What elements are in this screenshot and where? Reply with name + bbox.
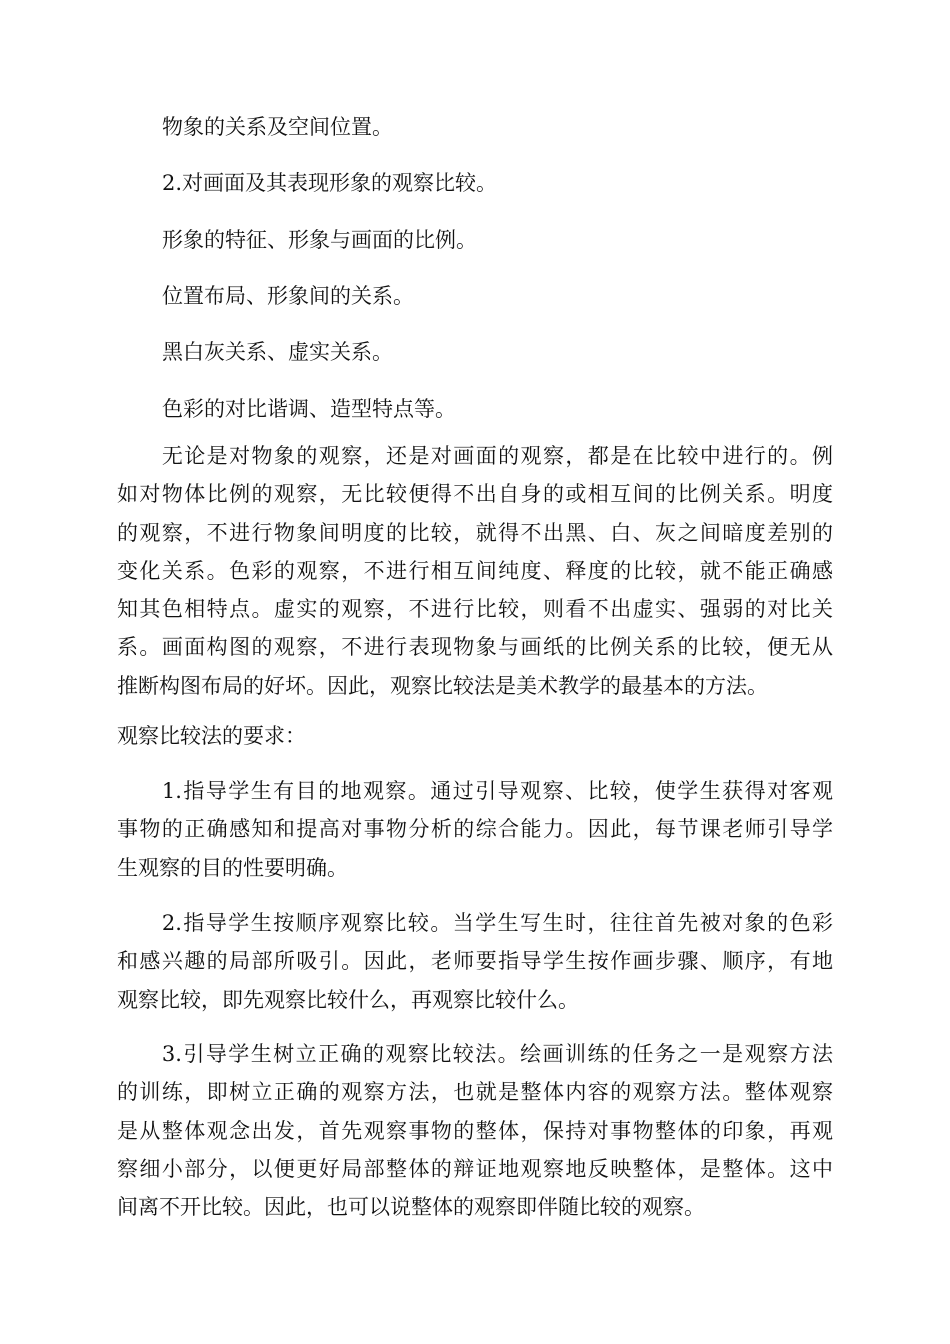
paragraph-line: 1.指导学生有目的地观察。通过引导观察、比较，使学生获得对客观 bbox=[117, 779, 833, 803]
paragraph-requirement-3 bbox=[117, 1035, 833, 1226]
text-line: 色彩的对比谐调、造型特点等。 bbox=[162, 397, 456, 421]
text-line: 形象的特征、形象与画面的比例。 bbox=[162, 228, 477, 252]
paragraph-line: 无论是对物象的观察，还是对画面的观察，都是在比较中进行的。例 bbox=[117, 444, 833, 468]
paragraph-line: 生观察的目的性要明确。 bbox=[117, 855, 348, 880]
paragraph-line: 推断构图布局的好坏。因此，观察比较法是美术教学的最基本的方法。 bbox=[117, 673, 768, 698]
paragraph-line: 事物的正确感知和提高对事物分析的综合能力。因此，每节课老师引导学 bbox=[117, 817, 833, 842]
paragraph-requirement-2 bbox=[117, 904, 833, 1019]
paragraph-line: 3.引导学生树立正确的观察比较法。绘画训练的任务之一是观察方法 bbox=[117, 1042, 833, 1066]
paragraph-line: 察细小部分，以便更好局部整体的辩证地观察地反映整体，是整体。这中 bbox=[117, 1156, 833, 1181]
paragraph-line: 是从整体观念出发，首先观察事物的整体，保持对事物整体的印象，再观 bbox=[117, 1118, 833, 1143]
paragraph-line: 变化关系。色彩的观察，不进行相互间纯度、释度的比较，就不能正确感 bbox=[117, 558, 833, 583]
paragraph-observation-comparison bbox=[117, 437, 833, 705]
text-line: 位置布局、形象间的关系。 bbox=[162, 284, 414, 308]
paragraph-line: 2.指导学生按顺序观察比较。当学生写生时，往往首先被对象的色彩 bbox=[117, 911, 833, 935]
text-line: 物象的关系及空间位置。 bbox=[162, 115, 393, 139]
paragraph-line: 的训练，即树立正确的观察方法，也就是整体内容的观察方法。整体观察 bbox=[117, 1080, 833, 1105]
paragraph-line: 间离不开比较。因此，也可以说整体的观察即伴随比较的观察。 bbox=[117, 1195, 705, 1220]
paragraph-line: 的观察，不进行物象间明度的比较，就得不出黑、白、灰之间暗度差别的 bbox=[117, 520, 833, 545]
paragraph-line: 知其色相特点。虚实的观察，不进行比较，则看不出虚实、强弱的对比关 bbox=[117, 597, 833, 622]
text-line: 黑白灰关系、虚实关系。 bbox=[162, 340, 393, 364]
paragraph-line: 和感兴趣的局部所吸引。因此，老师要指导学生按作画步骤、顺序，有地 bbox=[117, 949, 833, 974]
paragraph-line: 系。画面构图的观察，不进行表现物象与画纸的比例关系的比较，便无从 bbox=[117, 635, 833, 660]
paragraph-line: 如对物体比例的观察，无比较便得不出自身的或相互间的比例关系。明度 bbox=[117, 482, 833, 507]
section-heading: 2.对画面及其表现形象的观察比较。 bbox=[162, 171, 498, 195]
paragraph-line: 观察比较，即先观察比较什么，再观察比较什么。 bbox=[117, 987, 579, 1012]
requirements-heading: 观察比较法的要求： bbox=[117, 724, 306, 748]
paragraph-requirement-1 bbox=[117, 772, 833, 887]
